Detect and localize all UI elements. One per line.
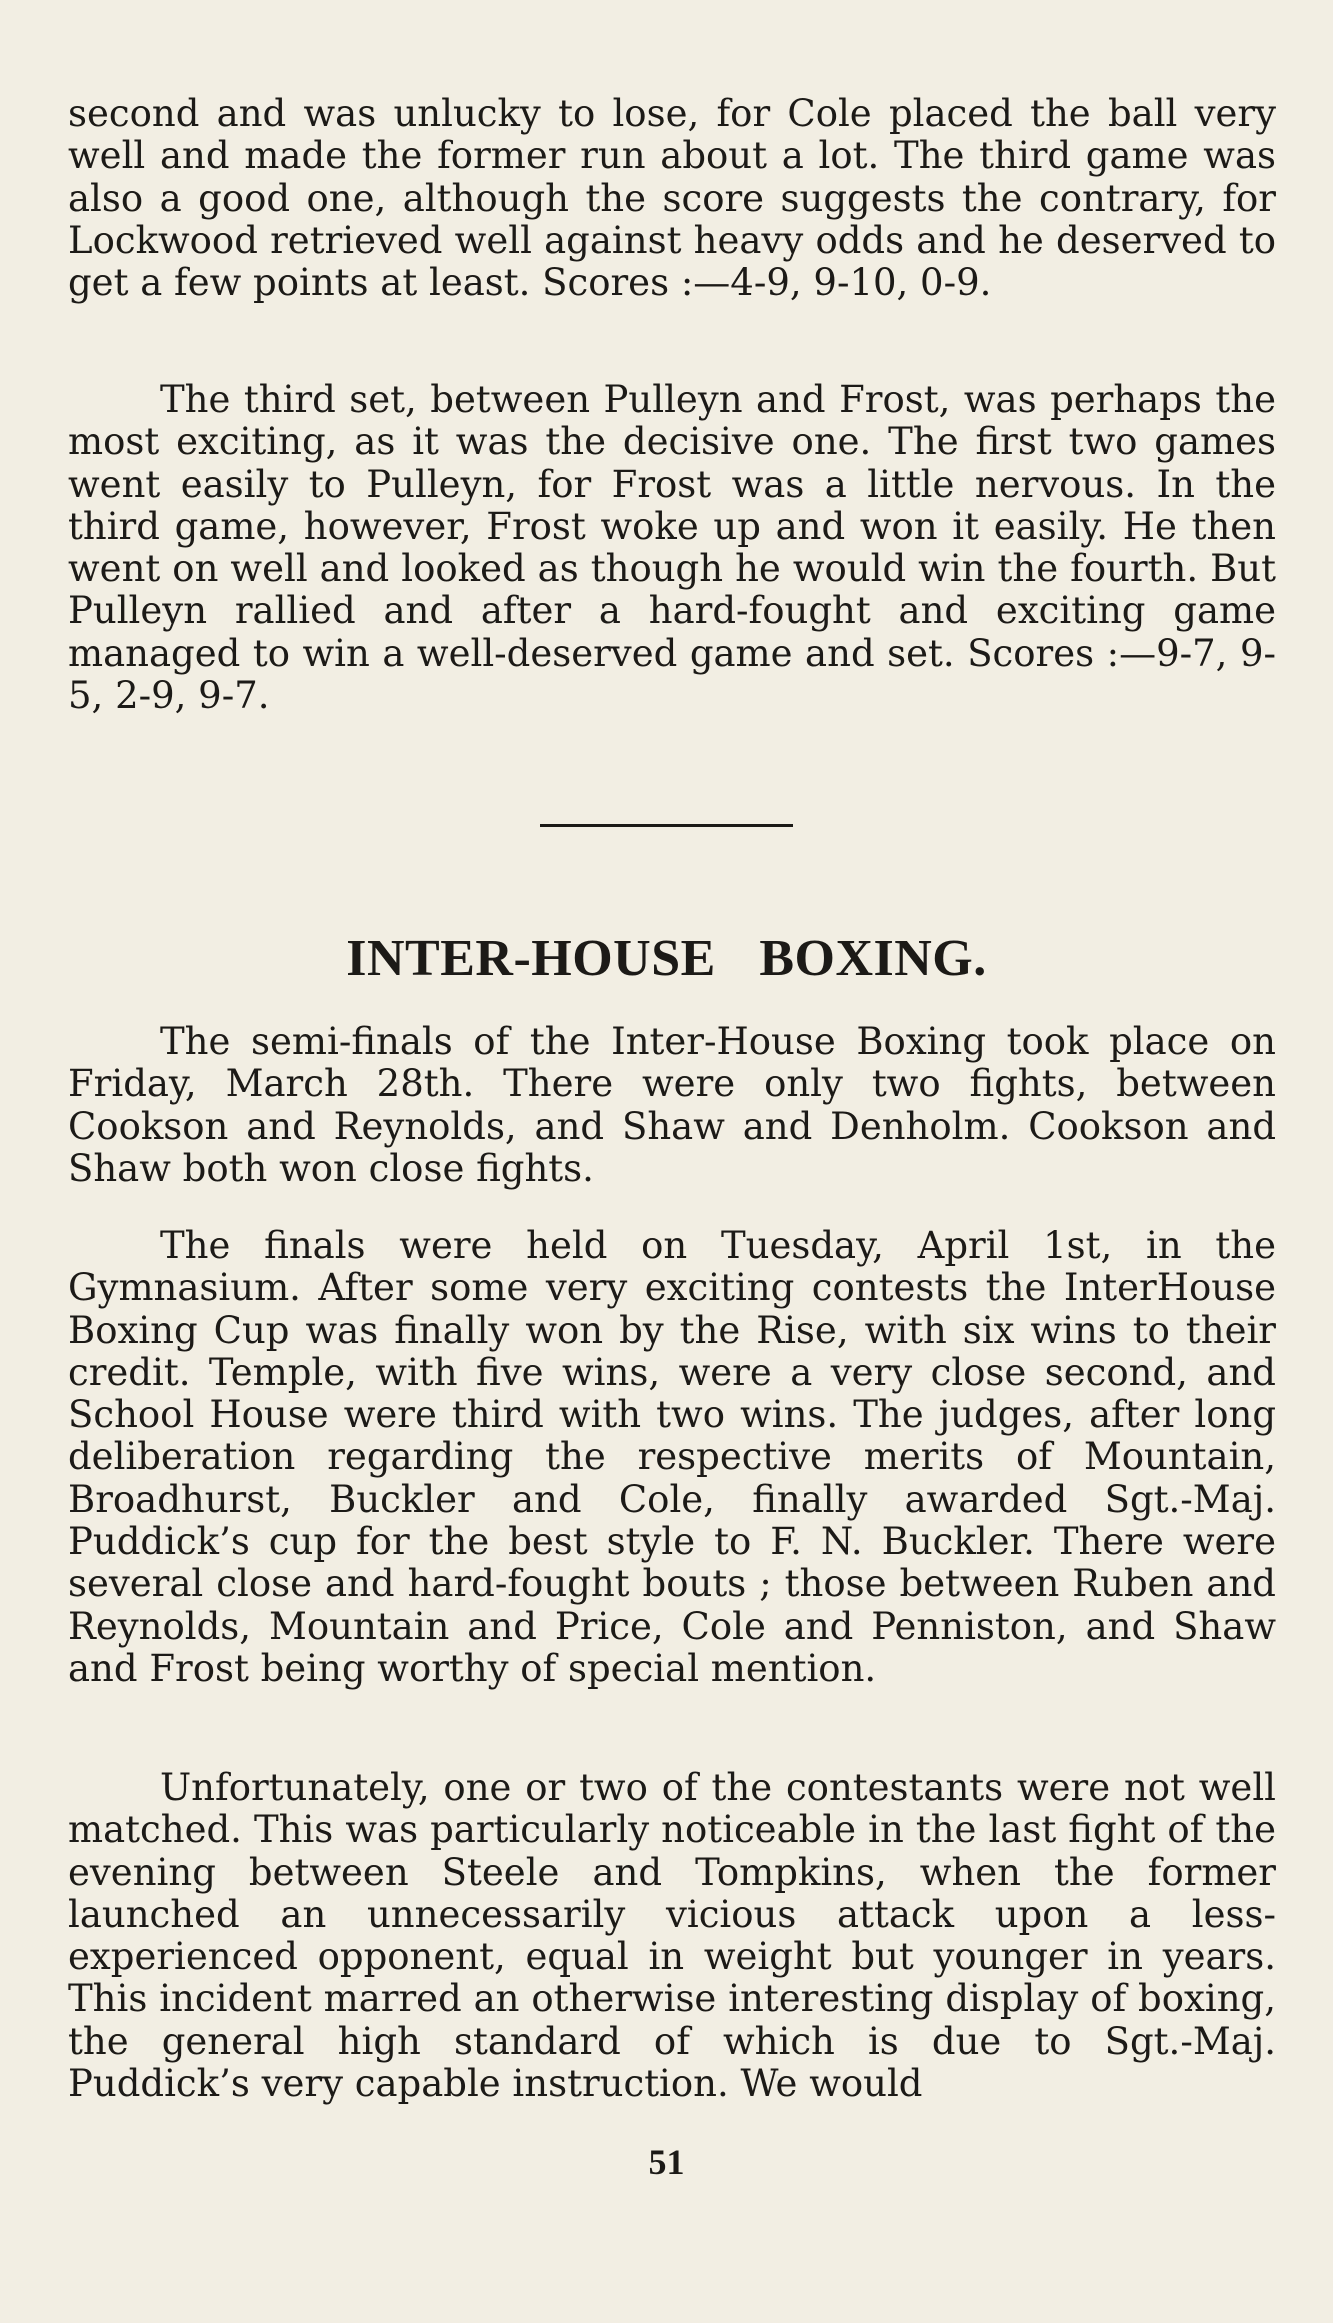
- paragraph-squash-third-set: The third set, between Pulleyn and Frost, was perhaps the most exciting, as it was the decisive one. The first two games went easily to Pulleyn, for Frost was a little nervous. In the third game, however, Frost woke up and won it easily. He then went on well and looked as though he would win the fourth. But Pulleyn rallied and after a hard-fought and exciting game managed to win a well-deserved game and set. Scores :—9-7, 9-5, 2-9, 9-7.: [68, 378, 1276, 718]
- paragraph-finals: The finals were held on Tuesday, April 1st, in the Gymnasium. After some very exciting contests the InterHouse Boxing Cup was finally won by the Rise, with six wins to their credit. Temple, with five wins, were a very close second, and School House were third with two wins. The judges, after long deliberation regarding the respective merits of Mountain, Broadhurst, Buckler and Cole, finally awarded Sgt.-Maj. Puddick’s cup for the best style to F. N. Buckler. There were several close and hard-fought bouts ; those between Ruben and Reynolds, Mountain and Price, Cole and Penniston, and Shaw and Frost being worthy of special mention.: [68, 1224, 1276, 1690]
- section-divider: [540, 824, 793, 827]
- section-heading: INTER-HOUSE BOXING.: [346, 930, 987, 987]
- paragraph-semi-finals: The semi-finals of the Inter-House Boxing took place on Friday, March 28th. There were only two fights, between Cookson and Reynolds, and Shaw and Denholm. Cookson and Shaw both won close fights.: [68, 1020, 1276, 1190]
- paragraph-mismatched-contestants: Unfortunately, one or two of the contestants were not well matched. This was particularly noticeable in the last fight of the evening between Steele and Tompkins, when the former launched an unnecessarily vicious attack upon a less-experienced opponent, equal in weight but younger in years. This incident marred an otherwise interesting display of boxing, the general high standard of which is due to Sgt.-Maj. Puddick’s very capable instruction. We would: [68, 1766, 1276, 2106]
- page-number: 51: [648, 2142, 685, 2182]
- paragraph-squash-second-set: second and was unlucky to lose, for Cole placed the ball very well and made the former run about a lot. The third game was also a good one, although the score suggests the contrary, for Lockwood retrieved well against heavy odds and he deserved to get a few points at least. Scores :—4-9, 9-10, 0-9.: [68, 92, 1276, 305]
